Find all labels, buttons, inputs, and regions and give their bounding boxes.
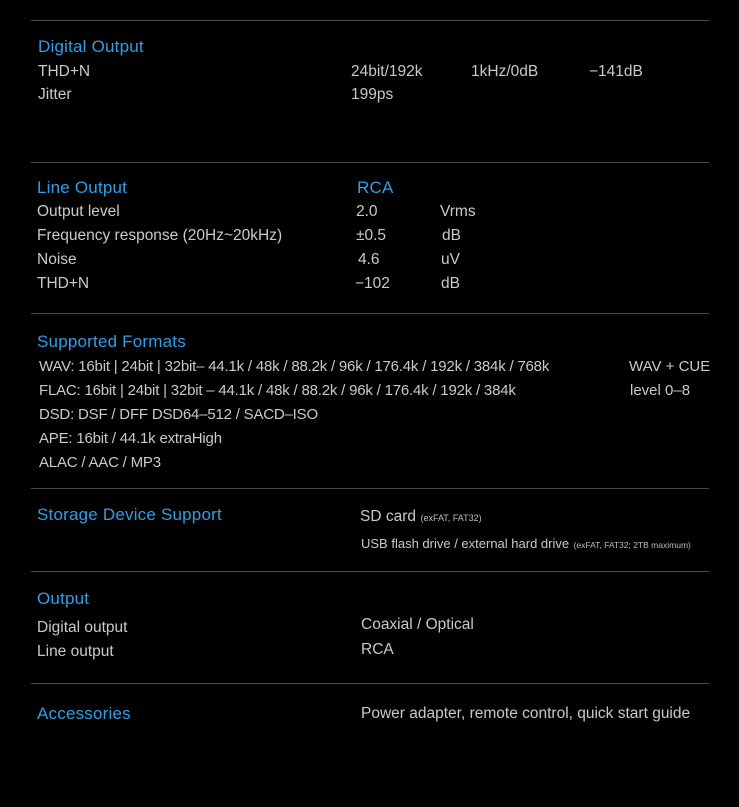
spec-unit: dB xyxy=(441,275,460,292)
divider xyxy=(31,488,709,489)
format-line: FLAC: 16bit | 24bit | 32bit – 44.1k / 48k / 88.2k / 96k / 176.4k / 192k / 384k xyxy=(39,382,516,399)
format-line: APE: 16bit / 44.1k extraHigh xyxy=(39,430,222,447)
spec-label: Line output xyxy=(37,643,114,660)
format-line: WAV: 16bit | 24bit | 32bit– 44.1k / 48k / 88.2k / 96k / 176.4k / 192k / 384k / 768k xyxy=(39,358,550,375)
spec-value: 24bit/192k xyxy=(351,63,423,80)
spec-label: THD+N xyxy=(38,63,91,80)
storage-usb-note: (exFAT, FAT32; 2TB maximum) xyxy=(573,540,691,550)
spec-value: ±0.5 xyxy=(356,227,387,244)
spec-label: Jitter xyxy=(38,86,72,103)
section-heading: Digital Output xyxy=(38,37,144,56)
divider xyxy=(31,571,709,572)
section-heading: Output xyxy=(37,589,90,608)
spec-value: 4.6 xyxy=(358,251,380,268)
spec-value: Coaxial / Optical xyxy=(361,616,474,633)
spec-value: 199ps xyxy=(351,86,394,103)
divider xyxy=(31,313,709,314)
spec-label: Output level xyxy=(37,203,120,220)
storage-usb xyxy=(361,535,691,553)
spec-value: −102 xyxy=(355,275,390,292)
format-note: level 0–8 xyxy=(630,382,691,399)
format-line: ALAC / AAC / MP3 xyxy=(39,454,161,471)
divider-top xyxy=(31,20,709,21)
format-line: DSD: DSF / DFF DSD64–512 / SACD–ISO xyxy=(39,406,318,423)
format-note: WAV + CUE xyxy=(629,358,711,375)
spec-label: Digital output xyxy=(37,619,128,636)
divider xyxy=(31,683,709,684)
spec-label: Noise xyxy=(37,251,77,268)
divider xyxy=(31,162,709,163)
column-heading: RCA xyxy=(357,178,394,197)
spec-value: RCA xyxy=(361,641,394,658)
spec-unit: uV xyxy=(441,251,460,268)
spec-value: 2.0 xyxy=(356,203,378,220)
spec-label: Frequency response (20Hz~20kHz) xyxy=(37,227,283,244)
section-heading: Accessories xyxy=(37,704,131,723)
storage-sd xyxy=(360,508,482,526)
storage-sd-note: (exFAT, FAT32) xyxy=(420,513,482,523)
section-heading: Line Output xyxy=(37,178,128,197)
storage-sd-label: SD card xyxy=(360,508,416,525)
spec-unit: Vrms xyxy=(440,203,476,220)
section-heading: Storage Device Support xyxy=(37,505,222,524)
spec-label: THD+N xyxy=(37,275,90,292)
spec-value: 1kHz/0dB xyxy=(471,63,539,80)
spec-unit: dB xyxy=(442,227,461,244)
accessories-value: Power adapter, remote control, quick start guide xyxy=(361,705,691,722)
section-heading: Supported Formats xyxy=(37,332,186,351)
storage-usb-label: USB flash drive / external hard drive xyxy=(361,536,570,551)
spec-value: −141dB xyxy=(589,63,643,80)
